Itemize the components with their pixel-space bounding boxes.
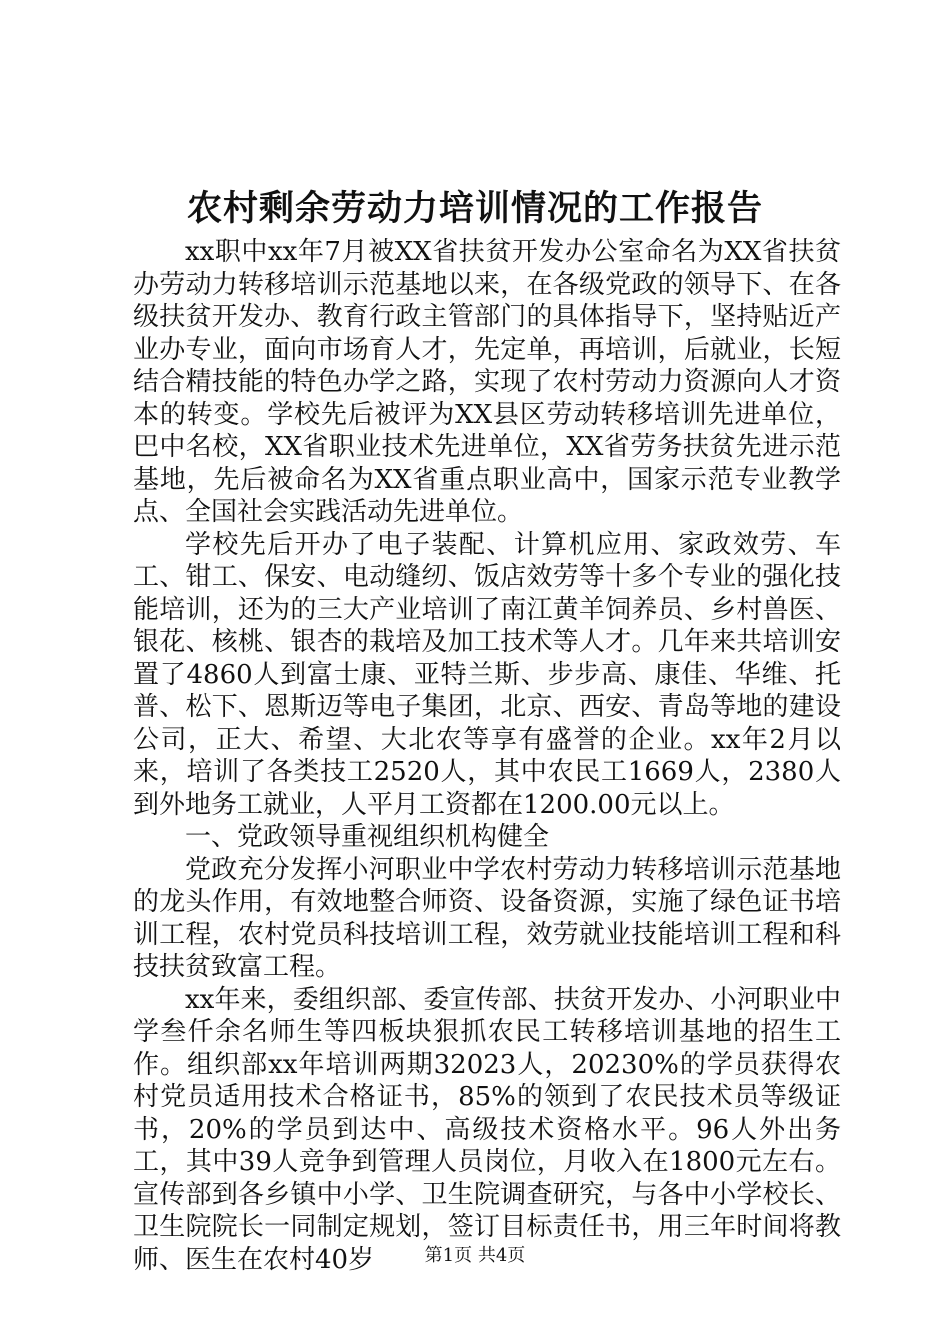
document-title: 农村剩余劳动力培训情况的工作报告	[186, 188, 763, 229]
page-footer: 第1页 共4页	[424, 1245, 526, 1266]
document-body	[133, 236, 841, 1276]
paragraph-party-leadership: 党政充分发挥小河职业中学农村劳动力转移培训示范基地的龙头作用，有效地整合师资、设备资源，实施了绿色证书培训工程，农村党员科技培训工程，效劳就业技能培训工程和科技扶贫致富工程。	[133, 854, 841, 982]
paragraph-training-programs: 学校先后开办了电子装配、计算机应用、家政效劳、车工、钳工、保安、电动缝纫、饭店效劳等十多个专业的强化技能培训，还为的三大产业培训了南江黄羊饲养员、乡村兽医、银花、核桃、银杏的栽培及加工技术等人才。几年来共培训安置了4860人到富士康、亚特兰斯、步步高、康佳、华维、托普、松下、恩斯迈等电子集团，北京、西安、青岛等地的建设公司，正大、希望、大北农等享有盛誉的企业。xx年2月以来，培训了各类技工2520人，其中农民工1669人，2380人到外地务工就业，人平月工资都在1200.00元以上。	[133, 529, 841, 820]
paragraph-intro: xx职中xx年7月被XX省扶贫开发办公室命名为XX省扶贫办劳动力转移培训示范基地以来，在各级党政的领导下、在各级扶贫开发办、教育行政主管部门的具体指导下，坚持贴近产业办专业，面向市场育人才，先定单，再培训，后就业，长短结合精技能的特色办学之路，实现了农村劳动力资源向人才资本的转变。学校先后被评为XX县区劳动转移培训先进单位，巴中名校，XX省职业技术先进单位，XX省劳务扶贫先进示范基地，先后被命名为XX省重点职业高中，国家示范专业教学点、全国社会实践活动先进单位。	[133, 237, 841, 527]
section-heading-1: 一、党政领导重视组织机构健全	[185, 822, 550, 852]
paragraph-recruitment: xx年来，委组织部、委宣传部、扶贫开发办、小河职业中学叁仟余名师生等四板块狠抓农民工转移培训基地的招生工作。组织部xx年培训两期32023人，20230%的学员获得农村党员适用技术合格证书，85%的领到了农民技术员等级证书，20%的学员到达中、高级技术资格水平。96人外出务工，其中39人竞争到管理人员岗位，月收入在1800元左右。宣传部到各乡镇中小学、卫生院调查研究，与各中小学校长、卫生院院长一同制定规划，签订目标责任书，用三年时间将教师、医生在农村40岁	[133, 984, 841, 1275]
